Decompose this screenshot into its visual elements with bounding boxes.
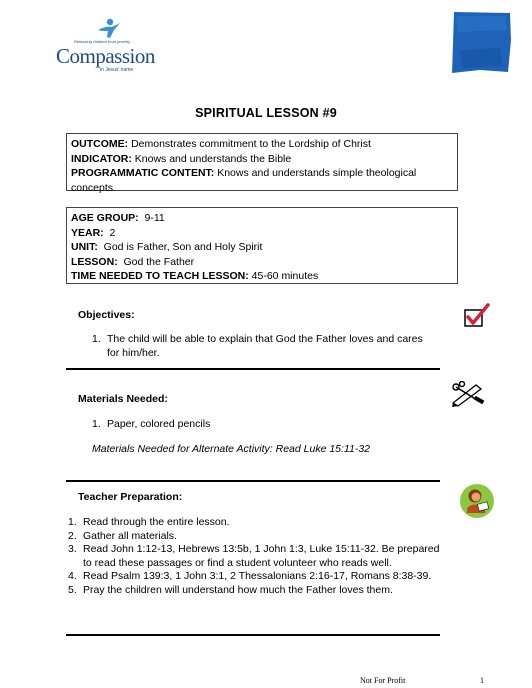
indicator-label: INDICATOR: [71,152,132,165]
time-value: 45-60 minutes [248,270,319,283]
list-item-text: Gather all materials. [83,529,177,542]
footer-note: Not For Profit [360,676,406,685]
list-item-number: 2. [68,529,77,542]
list-item-number: 1. [68,516,77,528]
list-item [68,570,448,584]
list-item-number: 4. [68,570,77,582]
list-item [92,333,432,360]
list-item [68,543,448,570]
lesson-title: SPIRITUAL LESSON #9 [195,106,337,120]
unit-value: God is Father, Son and Holy Spirit [97,241,263,254]
list-item-number: 1. [92,333,101,345]
blue-paint-block [450,10,512,74]
compassion-logo [52,18,162,73]
section-divider [66,368,440,370]
unit-line [71,240,453,255]
logo-subtitle: in Jesus' name [100,67,134,73]
checkbox-check-icon [463,303,491,329]
list-item-text: Read John 1:12-13, Hebrews 13:5b, 1 John 1:3, Luke 15:11-32. Be prepared to read these passages or find a student volunteer who reads well. [83,543,440,569]
year-label: YEAR: [71,226,104,239]
indicator-line [71,152,453,167]
list-item-number: 3. [68,543,77,555]
section-divider [66,480,440,482]
list-item [68,516,448,530]
age-line [71,211,453,226]
materials-list [92,418,432,432]
list-item-text: The child will be able to explain that God the Father loves and cares for him/her. [107,333,423,359]
list-item [68,584,448,598]
lesson-value: God the Father [117,255,195,268]
objectives-heading: Objectives: [78,309,135,321]
programmatic-label: PROGRAMMATIC CONTENT: [71,167,215,180]
age-value: 9-11 [138,212,165,224]
teacher-prep-heading: Teacher Preparation: [78,491,183,503]
teacher-reading-icon [458,482,496,520]
outcome-label: OUTCOME: [71,138,129,150]
alternate-materials-note: Materials Needed for Alternate Activity: Read Luke 15:11-32 [92,443,371,455]
lesson-label: LESSON: [71,255,118,268]
outcome-box [66,133,458,194]
list-item-text: Paper, colored pencils [107,418,211,430]
list-item-text: Read Psalm 139:3, 1 John 3:1, 2 Thessalonians 2:16-17, Romans 8:38-39. [83,570,432,582]
programmatic-line [71,166,453,195]
programmatic-value: Knows and understands simple theological concepts. [71,167,417,194]
time-line [71,269,453,284]
list-item-text: Read through the entire lesson. [83,516,230,528]
year-value: 2 [103,226,116,239]
section-divider [66,634,440,636]
logo-wordmark: Compassion [56,44,155,68]
age-label: AGE GROUP: [71,212,139,224]
list-item [68,530,448,544]
materials-heading: Materials Needed: [78,393,168,405]
outcome-value: Demonstrates commitment to the Lordship of Christ [128,138,371,150]
lesson-line [71,255,453,270]
list-item [92,418,432,432]
unit-label: UNIT: [71,241,98,254]
outcome-line [71,137,453,152]
logo-tagline: Releasing children from poverty [74,39,131,44]
time-label: TIME NEEDED TO TEACH LESSON: [71,270,249,283]
lesson-info-box [66,207,458,284]
list-item-number: 5. [68,583,77,596]
objectives-list [92,333,432,360]
pencil-scissors-icon [450,381,486,407]
figure-icon [96,18,122,40]
year-line [71,226,453,241]
list-item-text: Pray the children will understand how much the Father loves them. [83,583,393,596]
list-item-number: 1. [92,418,101,430]
page-number: 1 [480,676,484,685]
teacher-prep-list [68,516,448,597]
indicator-value: Knows and understands the Bible [131,152,292,165]
